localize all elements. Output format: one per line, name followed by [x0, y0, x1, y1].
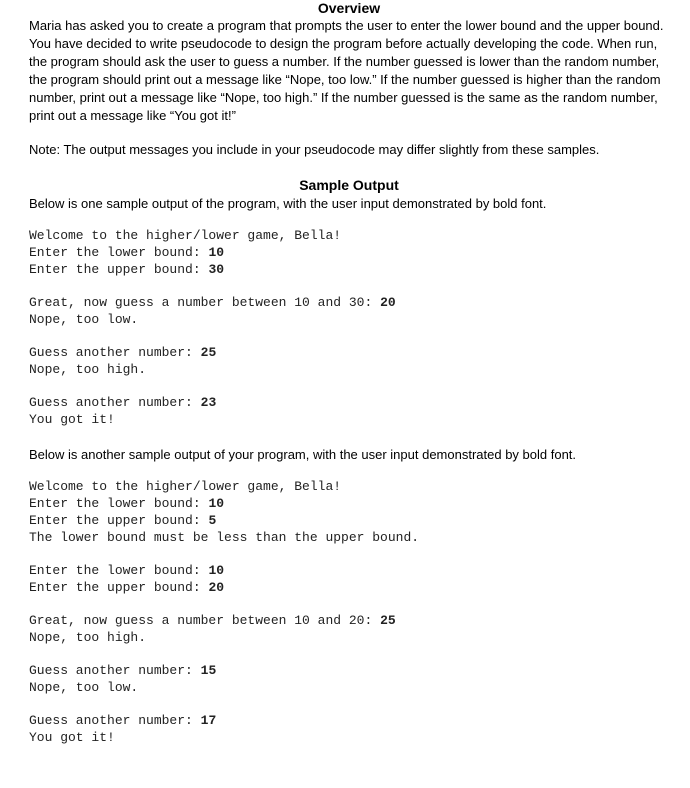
program-text: You got it!	[29, 730, 115, 745]
console-line	[29, 712, 669, 729]
program-text: Guess another number:	[29, 395, 201, 410]
document-page	[29, 0, 669, 746]
user-input: 10	[208, 496, 225, 511]
user-input: 25	[380, 613, 396, 628]
program-text: The lower bound must be less than the upper bound.	[29, 530, 420, 545]
program-text: Nope, too high.	[29, 630, 147, 645]
console-line	[29, 662, 669, 679]
console-line	[29, 562, 669, 579]
program-text: Guess another number:	[29, 345, 201, 360]
program-text: Guess another number:	[29, 713, 201, 728]
user-input: 10	[208, 245, 225, 260]
program-text: Welcome to the higher/lower game, Bella!	[29, 479, 342, 494]
user-input: 5	[208, 513, 217, 528]
program-text: Nope, too high.	[29, 362, 147, 377]
overview-heading: Overview	[317, 0, 381, 16]
console-line	[29, 361, 669, 378]
program-text: Welcome to the higher/lower game, Bella!	[29, 228, 342, 243]
program-text: Nope, too low.	[29, 680, 139, 695]
console-line	[29, 529, 669, 546]
program-text: Enter the upper bound:	[29, 262, 209, 277]
console-line	[29, 244, 669, 261]
program-text: Enter the upper bound:	[29, 513, 209, 528]
user-input: 15	[200, 663, 217, 678]
console-line	[29, 629, 669, 646]
program-text: Enter the lower bound:	[29, 563, 209, 578]
console-line	[29, 294, 669, 311]
program-text: Nope, too low.	[29, 312, 139, 327]
user-input: 20	[208, 580, 225, 595]
sample-output-1	[29, 227, 669, 428]
program-text: Enter the upper bound:	[29, 580, 209, 595]
program-text: Enter the lower bound:	[29, 496, 209, 511]
user-input: 25	[200, 345, 217, 360]
blank-line	[29, 696, 669, 712]
console-line	[29, 411, 669, 428]
program-text: Great, now guess a number between 10 and 30:	[29, 295, 381, 310]
blank-line	[29, 278, 669, 294]
console-line	[29, 512, 669, 529]
blank-line	[29, 546, 669, 562]
user-input: 20	[380, 295, 396, 310]
sample-output-2	[29, 478, 669, 746]
console-line	[29, 478, 669, 495]
blank-line	[29, 646, 669, 662]
sample-intro-2: Below is another sample output of your program, with the user input demonstrated by bold font.	[29, 447, 577, 462]
user-input: 23	[200, 395, 217, 410]
console-line	[29, 495, 669, 512]
user-input: 17	[200, 713, 217, 728]
blank-line	[29, 378, 669, 394]
program-text: Great, now guess a number between 10 and 20:	[29, 613, 381, 628]
console-line	[29, 261, 669, 278]
blank-line	[29, 596, 669, 612]
console-line	[29, 579, 669, 596]
user-input: 30	[208, 262, 225, 277]
overview-note: Note: The output messages you include in your pseudocode may differ slightly from these samples.	[29, 142, 600, 157]
console-line	[29, 612, 669, 629]
program-text: You got it!	[29, 412, 115, 427]
program-text: Enter the lower bound:	[29, 245, 209, 260]
console-line	[29, 729, 669, 746]
console-line	[29, 227, 669, 244]
console-line	[29, 679, 669, 696]
console-line	[29, 394, 669, 411]
sample-output-heading: Sample Output	[299, 177, 399, 193]
console-line	[29, 311, 669, 328]
user-input: 10	[208, 563, 225, 578]
program-text: Guess another number:	[29, 663, 201, 678]
blank-line	[29, 328, 669, 344]
overview-paragraph: Maria has asked you to create a program that prompts the user to enter the lower bound and the upper bound. You have decided to write pseudocode to design the program before actually developing the code. When run, the program should ask the user to guess a number. If the number guessed is lower than the random number, the program should print out a message like “Nope, too low.” If the number guessed is higher than the random number, print out a message like “Nope, too high.” If the number guessed is the same as the random number, print out a message like “You got it!”	[29, 18, 664, 123]
sample-intro-1: Below is one sample output of the program, with the user input demonstrated by bold font.	[29, 196, 547, 211]
console-line	[29, 344, 669, 361]
